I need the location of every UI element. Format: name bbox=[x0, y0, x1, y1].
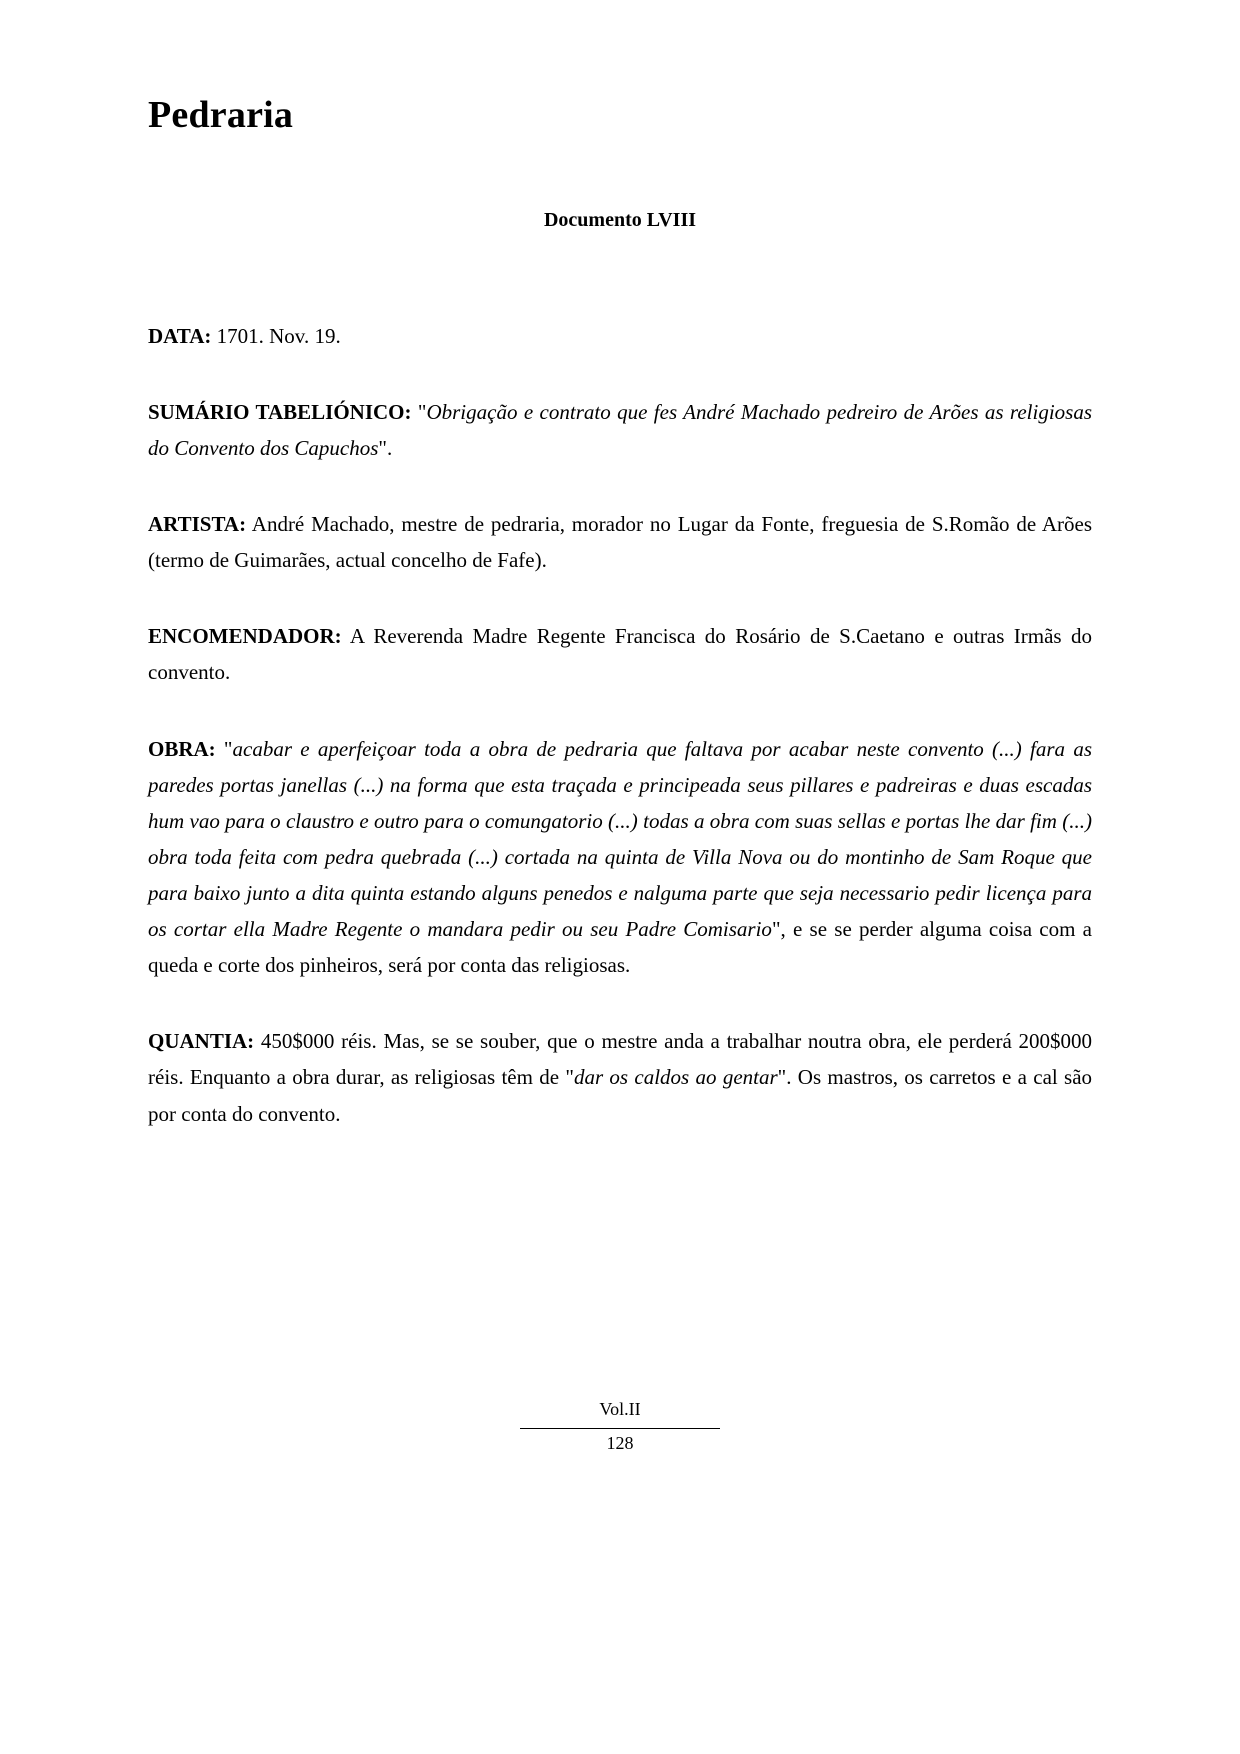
page-footer bbox=[0, 1397, 1240, 1454]
field-obra-quote-text: acabar e aperfeiçoar toda a obra de pedraria que faltava por acabar neste convento (...) fara as paredes portas janellas (...) na forma que esta traçada e principeada seus pillares e padreiras e duas escadas hum vao para o claustro e outro para o comungatorio (...) todas a obra com suas sellas e portas lhe dar fim (...) obra toda feita com pedra quebrada (...) cortada na quinta de Villa Nova ou do montinho de Sam Roque que para baixo junto a dita quinta estando alguns penedos e nalguma parte que seja necessario pedir licença para os cortar ella Madre Regente o mandara pedir ou seu Padre Comisario bbox=[148, 736, 1092, 942]
field-artista-label: ARTISTA: bbox=[148, 512, 247, 537]
field-artista bbox=[148, 506, 1092, 578]
page-title: Pedraria bbox=[148, 94, 294, 136]
field-sumario-label: SUMÁRIO TABELIÓNICO: bbox=[148, 399, 412, 424]
footer-page-number: 128 bbox=[606, 1433, 634, 1453]
field-obra-quote-close: ", e se se perder alguma coisa com a queda e corte dos pinheiros, será por conta das religiosas. bbox=[148, 917, 1092, 978]
field-obra bbox=[148, 731, 1092, 984]
field-quantia-quote-text: dar os caldos ao gentar bbox=[573, 1065, 778, 1090]
field-encomendador-label: ENCOMENDADOR: bbox=[148, 624, 342, 649]
field-data-value: 1701. Nov. 19. bbox=[211, 323, 341, 348]
field-obra-label: OBRA: bbox=[148, 736, 216, 761]
field-data-label: DATA: bbox=[148, 323, 212, 348]
field-sumario-quote-open: " bbox=[411, 399, 427, 424]
footer-divider bbox=[520, 1428, 720, 1429]
field-quantia-label: QUANTIA: bbox=[148, 1029, 255, 1054]
field-artista-value: André Machado, mestre de pedraria, morador no Lugar da Fonte, freguesia de S.Romão de Arões (termo de Guimarães, actual concelho de Fafe). bbox=[148, 512, 1092, 573]
field-obra-quote-open: " bbox=[215, 736, 233, 761]
field-quantia bbox=[148, 1023, 1092, 1131]
field-sumario-quote-close: ". bbox=[378, 436, 393, 461]
field-encomendador bbox=[148, 618, 1092, 690]
field-quantia-value-2: ". Os mastros, os carretos e a cal são por conta do convento. bbox=[148, 1065, 1093, 1126]
field-quantia-value-1: 450$000 réis. Mas, se se souber, que o mestre anda a trabalhar noutra obra, ele perderá 200$000 réis. Enquanto a obra durar, as religiosas têm de " bbox=[148, 1029, 1092, 1090]
footer-volume: Vol.II bbox=[599, 1398, 641, 1419]
field-data bbox=[148, 318, 1092, 354]
field-encomendador-value: A Reverenda Madre Regente Francisca do Rosário de S.Caetano e outras Irmãs do convento. bbox=[148, 624, 1092, 685]
field-sumario-tabelionico bbox=[148, 394, 1092, 466]
field-sumario-quote-text: Obrigação e contrato que fes André Machado pedreiro de Arões as religiosas do Convento dos Capuchos bbox=[148, 399, 1092, 461]
document-subtitle: Documento LVIII bbox=[543, 208, 697, 231]
